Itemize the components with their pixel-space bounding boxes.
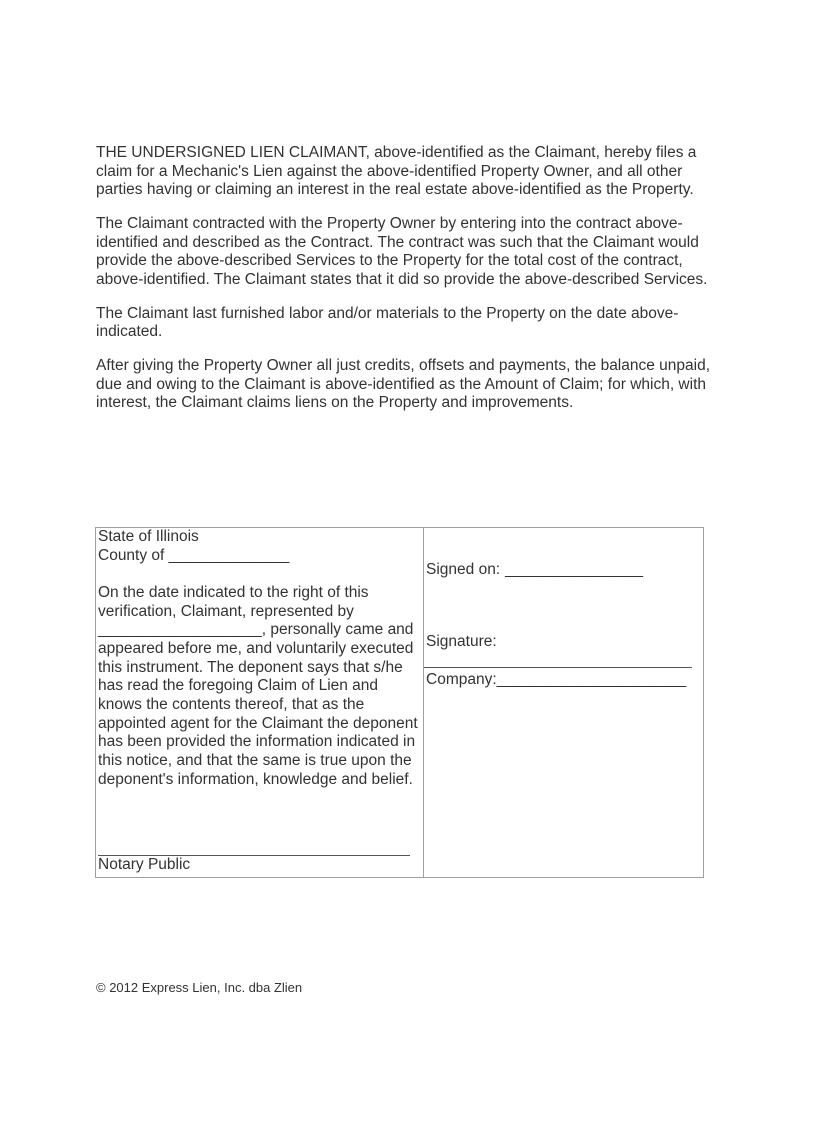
labor-furnished-paragraph: The Claimant last furnished labor and/or materials to the Property on the date above-indicated. [96, 304, 679, 341]
notary-statement-cell [96, 528, 424, 877]
signature-blank-line[interactable] [424, 667, 692, 668]
contract-paragraph: The Claimant contracted with the Property Owner by entering into the contract above-identified and described as the Contract. The contract was such that the Claimant would provide the above-described Services to the Property for the total cost of the contract, above-identified. The Claimant states that it did so provide the above-described Services. [96, 214, 708, 288]
company-blank-field[interactable]: ______________________ [496, 671, 687, 688]
county-blank-field[interactable]: ______________ [168, 546, 290, 564]
signed-on-blank-field[interactable]: ________________ [505, 561, 644, 578]
claim-filing-paragraph: THE UNDERSIGNED LIEN CLAIMANT, above-identified as the Claimant, hereby files a claim for a Mechanic's Lien against the above-identified Property Owner, and all other parties having or claiming an interest in the real estate above-identified as the Property. [96, 144, 697, 199]
county-label: County of [98, 546, 169, 564]
spacer [98, 565, 423, 584]
company-label: Company: [426, 671, 497, 688]
verification-statement: On the date indicated to the right of this verification, Claimant, represented by ___________________, personally came and appeared before me, and voluntarily executed this instrument. The deponent says that s/he has read the foregoing Claim of Lien and knows the contents thereof, that as the appointed agent for the Claimant the deponent has been provided the information indicated in this notice, and that the same is true upon the deponent's information, knowledge and belief. [98, 583, 418, 788]
notary-verification-box [95, 527, 704, 878]
county-line [98, 547, 423, 566]
state-line: State of Illinois [98, 528, 199, 545]
signature-cell [424, 528, 703, 877]
notary-signature-block [98, 855, 410, 875]
notary-public-label: Notary Public [98, 856, 191, 874]
copyright-notice: © 2012 Express Lien, Inc. dba Zlien [96, 980, 303, 995]
signed-on-label: Signed on: [426, 561, 501, 578]
signed-on-row [426, 561, 643, 580]
signature-label: Signature: [426, 633, 497, 650]
company-row [426, 671, 686, 690]
lien-claim-text [96, 144, 721, 428]
amount-of-claim-paragraph: After giving the Property Owner all just credits, offsets and payments, the balance unpaid, due and owing to the Claimant is above-identified as the Amount of Claim; for which, with interest, the Claimant claims liens on the Property and improvements. [96, 356, 711, 412]
